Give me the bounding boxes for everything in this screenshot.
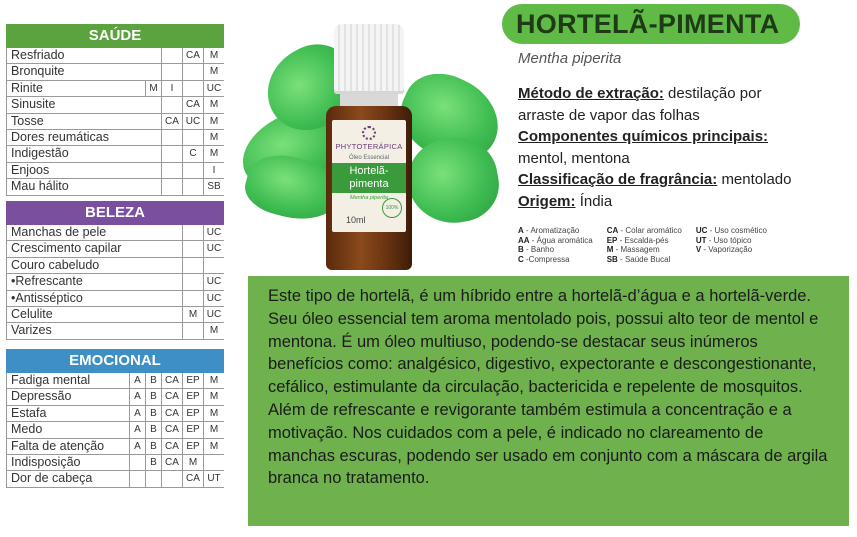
table-row [6,146,224,162]
legend-item: UC - Uso cosmético [695,226,767,235]
bottle-cap [334,24,404,94]
scientific-name: Mentha piperita [518,50,622,67]
page-title: HORTELÃ-PIMENTA [516,9,780,39]
usage-cell [161,163,182,178]
usage-cell: EP [182,439,203,454]
table-row [6,455,224,471]
table-row [6,471,224,487]
row-name: Depressão [11,389,72,404]
product-image [240,18,500,276]
usage-cell: M [203,373,224,388]
table-row [6,97,224,113]
row-name: Resfriado [11,48,65,62]
legend-item: B - Banho [518,245,555,254]
row-name: Falta de atenção [11,438,105,453]
row-name: Indigestão [11,146,69,161]
usage-cell: UC [203,225,224,240]
row-name: Mau hálito [11,179,69,194]
info-componentes-label: Componentes químicos principais: [518,128,769,145]
usage-cell [161,130,182,145]
usage-cell: B [145,373,161,388]
usage-cell [161,146,182,161]
brand-name: PHYTOTERÁPICA [335,142,403,151]
usage-cell: CA [161,114,182,129]
table-beleza [6,201,224,340]
table-row [6,225,224,241]
usage-cell: B [145,389,161,404]
usage-cell [182,81,203,96]
description-box [248,276,849,526]
row-name: Sinusite [11,97,56,112]
usage-cell [161,179,182,194]
usage-cell: CA [161,373,182,388]
usage-cell [182,163,203,178]
row-name: Celulite [11,306,53,321]
legend-item: AA - Água aromática [518,235,593,245]
info-origem [518,191,808,213]
info-metodo [518,83,808,126]
row-name: Enjoos [11,162,50,177]
table-row [6,48,224,64]
usage-cell: CA [182,471,203,486]
usage-cell: UC [203,307,224,322]
info-classificacao-label: Classificação de fragrância: [518,171,718,188]
usage-cell: M [203,422,224,437]
row-name: •Refrescante [11,274,83,289]
legend-column [696,226,767,264]
section-heading-beleza: BELEZA [6,201,224,225]
usage-cell [182,258,203,273]
row-name: Rinite [11,80,43,95]
table-row [6,81,224,97]
row-name: Medo [11,422,43,437]
usage-cell [129,471,145,486]
info-classificacao [518,169,808,191]
usage-cell: SB [203,179,224,194]
usage-cell: M [203,130,224,145]
usage-cell [161,64,182,79]
usage-cell: UC [203,81,224,96]
row-name: Dores reumáticas [11,129,109,144]
info-metodo-value: destilação por arraste de vapor das folhas [518,85,762,124]
usage-cell: EP [182,389,203,404]
label-product-name: Hortelã-pimenta [332,163,406,193]
usage-cell: EP [182,406,203,421]
usage-cell: M [203,389,224,404]
usage-cell: CA [182,48,203,63]
legend-item: CA - Colar aromático [606,226,682,235]
row-name: Varizes [11,323,52,338]
legend-item: EP - Escalda-pés [606,235,669,245]
section-heading-saude: SAÚDE [6,24,224,48]
table-row [6,241,224,257]
usage-cell: B [145,422,161,437]
title-banner [502,4,800,44]
usage-cell: M [203,439,224,454]
usage-cell [145,471,161,486]
table-row [6,323,224,339]
legend-item: A - Aromatização [518,226,580,235]
table-row [6,114,224,130]
row-name: Manchas de pele [11,225,107,239]
usage-cell [203,258,224,273]
row-name: Crescimento capilar [11,241,122,256]
usage-cell: EP [182,422,203,437]
usage-cell: UC [182,114,203,129]
info-componentes [518,126,808,169]
usage-cell [161,471,182,486]
usage-cell: B [145,439,161,454]
row-name: Bronquite [11,64,65,79]
table-row [6,274,224,290]
label-line: Óleo Essencial [348,155,390,161]
info-origem-label: Origem: [518,192,576,210]
table-row [6,163,224,179]
table-row [6,307,224,323]
row-name: Estafa [11,405,47,420]
usage-cell: M [203,406,224,421]
table-row [6,389,224,405]
usage-cell: UC [203,291,224,306]
legend-item: V - Vaporização [695,245,753,254]
table-row [6,373,224,389]
usage-cell: M [145,81,161,96]
usage-cell [203,455,224,470]
usage-cell [161,97,182,112]
usage-cell: M [203,114,224,129]
table-emocional [6,349,224,488]
usage-cell [182,291,203,306]
legend-column [607,226,682,264]
legend-item: M - Massagem [606,245,660,254]
table-row [6,64,224,80]
usage-cell [182,225,203,240]
usage-cell: CA [182,97,203,112]
label-scientific-name: Mentha piperita [350,195,388,201]
oil-bottle [324,24,414,274]
usage-cell: UT [203,471,224,486]
usage-cell: A [129,389,145,404]
usage-cell: A [129,406,145,421]
row-name: Tosse [11,113,44,128]
description-text: Este tipo de hortelã, é um híbrido entre a hortelã-d’água e a hortelã-verde. Seu óleo essencial tem aroma mentolado pois, possui alto teor de mentol e mentona. É um óleo multiuso, podendo-se destacar seus inúmeros benefícios como: analgésico, digestivo, expectorante e descongestionante, cefálico, estimulante da circulação, bactericida e repelente de mosquitos. Além de refrescante e revigorante também estimula a concentração e a motivação. Nos cuidados com a pele, é indicado no clareamento de manchas escuras, podendo ser usado em conjunto com a máscara de argila branca no tratamento. [268,287,828,488]
table-row [6,179,224,195]
row-name: Fadiga mental [11,373,91,387]
legend-item: SB - Saúde Bucal [606,254,671,264]
usage-cell: B [145,455,161,470]
info-block [518,83,808,212]
usage-cell [182,323,203,338]
usage-cell: CA [161,455,182,470]
usage-cell: A [129,422,145,437]
usage-cell: M [203,323,224,338]
usage-cell [182,241,203,256]
usage-cell [161,48,182,63]
usage-cell: I [161,81,182,96]
bottle-neck [340,94,398,106]
label-volume: 10ml [346,215,366,225]
usage-cell: CA [161,439,182,454]
table-row [6,258,224,274]
row-name: Indisposição [11,454,81,469]
usage-cell: A [129,373,145,388]
purity-seal-icon: 100% [382,198,402,218]
usage-cell: UC [203,274,224,289]
usage-cell: A [129,439,145,454]
info-componentes-value: mentol, mentona [518,149,630,167]
usage-cell [182,64,203,79]
usage-cell: C [182,146,203,161]
legend-column [518,226,593,264]
usage-cell: CA [161,389,182,404]
usage-cell: B [145,406,161,421]
usage-cell: M [203,146,224,161]
usage-cell: EP [182,373,203,388]
info-metodo-label: Método de extração: [518,85,664,102]
row-name: •Antisséptico [11,290,83,305]
legend-item: C -Compressa [518,254,570,264]
usage-cell: M [203,64,224,79]
brand-logo-icon [362,126,376,140]
legend-item: UT - Uso tópico [695,235,752,245]
table-row [6,439,224,455]
usage-cell [182,130,203,145]
usage-cell [182,179,203,194]
usage-cell: CA [161,422,182,437]
usage-cell: I [203,163,224,178]
usage-cell: UC [203,241,224,256]
usage-cell: M [203,97,224,112]
row-name: Couro cabeludo [11,257,100,272]
usage-cell: M [182,455,203,470]
usage-cell: M [203,48,224,63]
table-row [6,130,224,146]
usage-cell [182,274,203,289]
usage-cell: M [182,307,203,322]
table-row [6,422,224,438]
info-classificacao-value: mentolado [721,171,792,188]
table-saude [6,24,224,196]
usage-cell: CA [161,406,182,421]
table-row [6,406,224,422]
usage-cell [129,455,145,470]
info-origem-value: Índia [579,192,613,210]
row-name: Dor de cabeça [11,471,93,486]
usage-legend [518,226,818,264]
section-heading-emocional: EMOCIONAL [6,349,224,373]
table-row [6,291,224,307]
bottle-label [332,120,406,232]
